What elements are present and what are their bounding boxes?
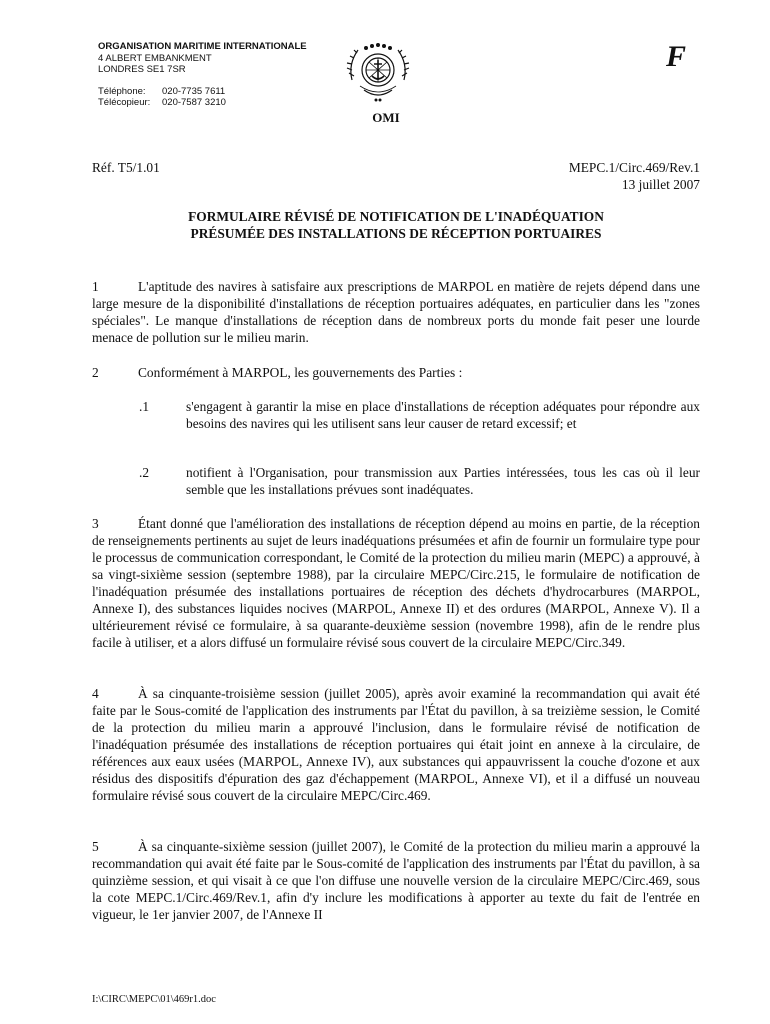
phone-value: 020-7735 7611 [162,85,226,97]
paragraph-text: À sa cinquante-troisième session (juillet 2005), après avoir examiné la recommandation qui avait été faite par le Sous-comité de l'application des instruments par l'État du pavillon, à sa treizième session, le Comité de la protection du milieu marin a approuvé l'inclusion, dans le formulaire révisé de notification de l'inadéquation présumée des installations de réception portuaires qui était joint en annexe à la circulaire, de références aux eaux usées (MARPOL, Annexe IV), aux substances qui appauvrissent la couche d'ozone et aux résidus des dispositifs d'épuration des gaz d'échappement (MARPOL, Annexe VI), et il a diffusé un nouveau formulaire révisé sous couvert de la circulaire MEPC/Circ.469. [92,686,700,803]
subparagraph-text: notifient à l'Organisation, pour transmission aux Parties intéressées, tous les cas où il leur semble que les installations prévues sont inadéquates. [186,465,700,497]
document-title [92,208,700,242]
paragraph-number: 4 [92,686,99,701]
document-symbol: MEPC.1/Circ.469/Rev.1 [568,160,700,175]
subparagraph-number: .1 [139,399,150,414]
paragraph-number: 3 [92,516,99,531]
document-symbol-block [569,159,700,193]
organization-acronym: OMI [372,110,400,125]
paragraph-number: 1 [92,279,99,294]
subparagraph-number: .2 [139,465,150,480]
reference-number: Réf. T5/1.01 [92,160,160,175]
paragraph-text: Conformément à MARPOL, les gouvernements des Parties : [138,365,463,380]
title-line-2: PRÉSUMÉE DES INSTALLATIONS DE RÉCEPTION PORTUAIRES [190,226,602,241]
paragraph-1 [92,278,700,346]
paragraph-2 [92,364,700,381]
org-name: ORGANISATION MARITIME INTERNATIONALE [98,41,307,52]
subparagraph-1 [92,398,700,432]
fax-value: 020-7587 3210 [162,97,226,108]
subparagraph-text: s'engagent à garantir la mise en place d'installations de réception adéquates pour répondre aux besoins des navires qui les utilisent sans leur causer de retard excessif; et [186,399,700,431]
paragraph-3 [92,515,700,651]
phone-label: Téléphone: [98,85,146,97]
paragraph-number: 2 [92,365,99,380]
phone-row [98,86,307,98]
paragraph-text: L'aptitude des navires à satisfaire aux prescriptions de MARPOL en matière de rejets dépend dans une large mesure de la disponibilité d'installations de réception portuaires adéquates, en particulier dans les "zones spéciales". Le manque d'installations de réception dans de nombreux ports du monde fait peser une lourde menace de pollution sur le milieu marin. [92,279,700,345]
address-line-1: 4 ALBERT EMBANKMENT [98,52,212,64]
paragraph-text: Étant donné que l'amélioration des installations de réception dépend au moins en partie, de la réception de renseignements pertinents au sujet de leurs inadéquations présumées et afin de fournir un formulaire type pour le processus de communication correspondant, le Comité de la protection du milieu marin (MEPC) a approuvé, à sa vingt-sixième session (septembre 1988), par la circulaire MEPC/Circ.215, le formulaire de notification de l'inadéquation présumée des installations portuaires de réception des déchets d'hydrocarbures (MARPOL, Annexe I), des substances liquides nocives (MARPOL, Annexe II) et des ordures (MARPOL, Annexe V). Il a ultérieurement révisé ce formulaire, à sa quarante-deuxième session (novembre 1998), afin de le rendre plus facile à utiliser, et a alors diffusé un formulaire révisé sous couvert de la circulaire MEPC/Circ.349. [92,516,700,650]
paragraph-5 [92,838,700,923]
title-line-1: FORMULAIRE RÉVISÉ DE NOTIFICATION DE L'INADÉQUATION [188,209,604,224]
paragraph-number: 5 [92,839,99,854]
document-date: 13 juillet 2007 [621,177,700,192]
organization-header [98,41,307,109]
subparagraph-2 [92,464,700,498]
address-line-2: LONDRES SE1 7SR [98,64,186,75]
fax-row [98,97,307,109]
file-path-footer: I:\CIRC\MEPC\01\469r1.doc [92,994,216,1005]
contact-block [98,86,307,109]
paragraph-4 [92,685,700,804]
imo-emblem-icon [342,40,414,106]
fax-label: Télécopieur: [98,97,151,108]
paragraph-text: À sa cinquante-sixième session (juillet 2007), le Comité de la protection du milieu marin a approuvé la recommandation qui avait été faite par le Sous-comité de l'application des instruments par l'État du pavillon, à sa quinzième session, et qui visait à ce que l'on diffuse une nouvelle version de la circulaire MEPC/Circ.469, sous la cote MEPC.1/Circ.469/Rev.1, afin d'y inclure les modifications à apporter au texte du fait de l'entrée en vigueur, le 1er janvier 2007, de l'Annexe II [92,839,700,922]
language-code: F [666,40,687,73]
